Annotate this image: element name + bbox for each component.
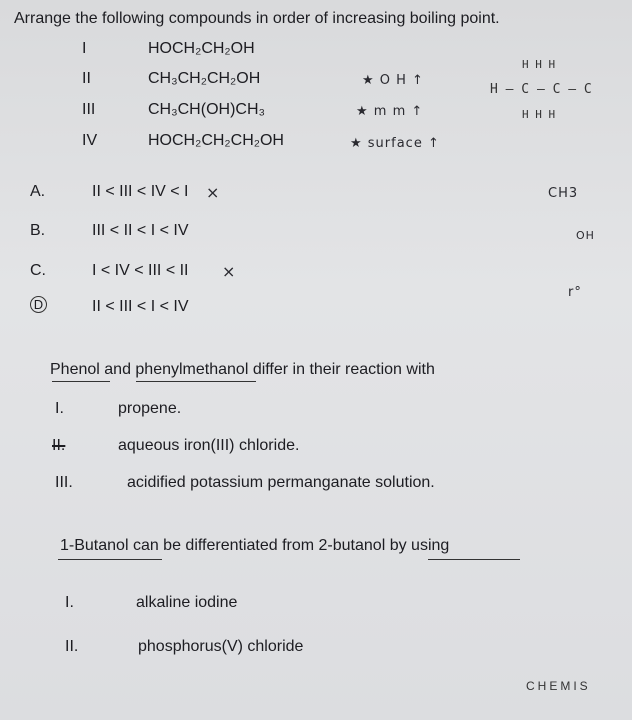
q2-option-text: acidified potassium permanganate solution.	[127, 474, 435, 491]
q2-option-text: propene.	[118, 400, 182, 417]
handwritten-mm-note: ★ m m ↑	[356, 104, 424, 119]
q1-option-letter: B.	[30, 222, 46, 239]
q2-stem: Phenol and phenylmethanol differ in their reaction with	[50, 361, 435, 378]
handwritten-oh: OH	[576, 229, 595, 242]
q1-option-letter-circled	[30, 296, 47, 314]
q1-option-text: II < III < I < IV	[92, 298, 189, 315]
circled-answer: D	[30, 296, 47, 313]
footer-text: CHEMIS	[526, 679, 591, 693]
q1-option-letter: A.	[30, 183, 46, 200]
q2-option-num: III.	[55, 474, 73, 491]
handwritten-ch3: CH3	[548, 186, 579, 201]
q1-compound-num: I	[82, 40, 87, 57]
q1-option-text: I < IV < III < II	[92, 262, 189, 279]
underline-phenylmethanol	[136, 381, 256, 382]
underline-2-butanol	[428, 559, 520, 560]
handwritten-cross: ×	[222, 262, 237, 281]
underline-1-butanol	[58, 559, 162, 560]
q3-option-text: phosphorus(V) chloride	[138, 638, 304, 655]
q1-option-text: III < II < I < IV	[92, 222, 189, 239]
handwritten-oh-note: ★ O H ↑	[362, 73, 424, 88]
q1-option-text: II < III < IV < I	[92, 183, 189, 200]
q1-compound-formula: CH₃CH₂CH₂OH	[148, 70, 261, 87]
q1-compound-formula: HOCH₂CH₂OH	[148, 40, 255, 57]
q1-compound-num: II	[82, 70, 91, 87]
q2-option-text: aqueous iron(III) chloride.	[118, 437, 300, 454]
q2-option-num: I.	[55, 400, 64, 417]
q1-compound-num: IV	[82, 132, 98, 149]
q1-compound-formula: HOCH₂CH₂CH₂OH	[148, 132, 284, 149]
q3-option-num: I.	[65, 594, 74, 611]
q1-option-letter: C.	[30, 262, 46, 279]
q1-compound-num: III	[82, 101, 96, 118]
q3-option-text: alkaline iodine	[136, 594, 238, 611]
q1-compound-formula: CH₃CH(OH)CH₃	[148, 101, 266, 118]
underline-phenol	[52, 381, 110, 382]
handwritten-structure-top: H H H	[522, 58, 556, 71]
handwritten-structure: H – C – C – C	[490, 82, 592, 97]
q2-option-num-struck: II.	[52, 437, 66, 454]
q1-stem: Arrange the following compounds in order of increasing boiling point.	[14, 10, 500, 27]
q3-option-num: II.	[65, 638, 79, 655]
handwritten-structure-bottom: H H H	[522, 108, 556, 121]
handwritten-surface-note: ★ surface ↑	[350, 136, 440, 151]
handwritten-cross: ×	[206, 183, 221, 202]
handwritten-r: r°	[568, 285, 582, 300]
q3-stem: 1-Butanol can be differentiated from 2-butanol by using	[60, 537, 450, 554]
